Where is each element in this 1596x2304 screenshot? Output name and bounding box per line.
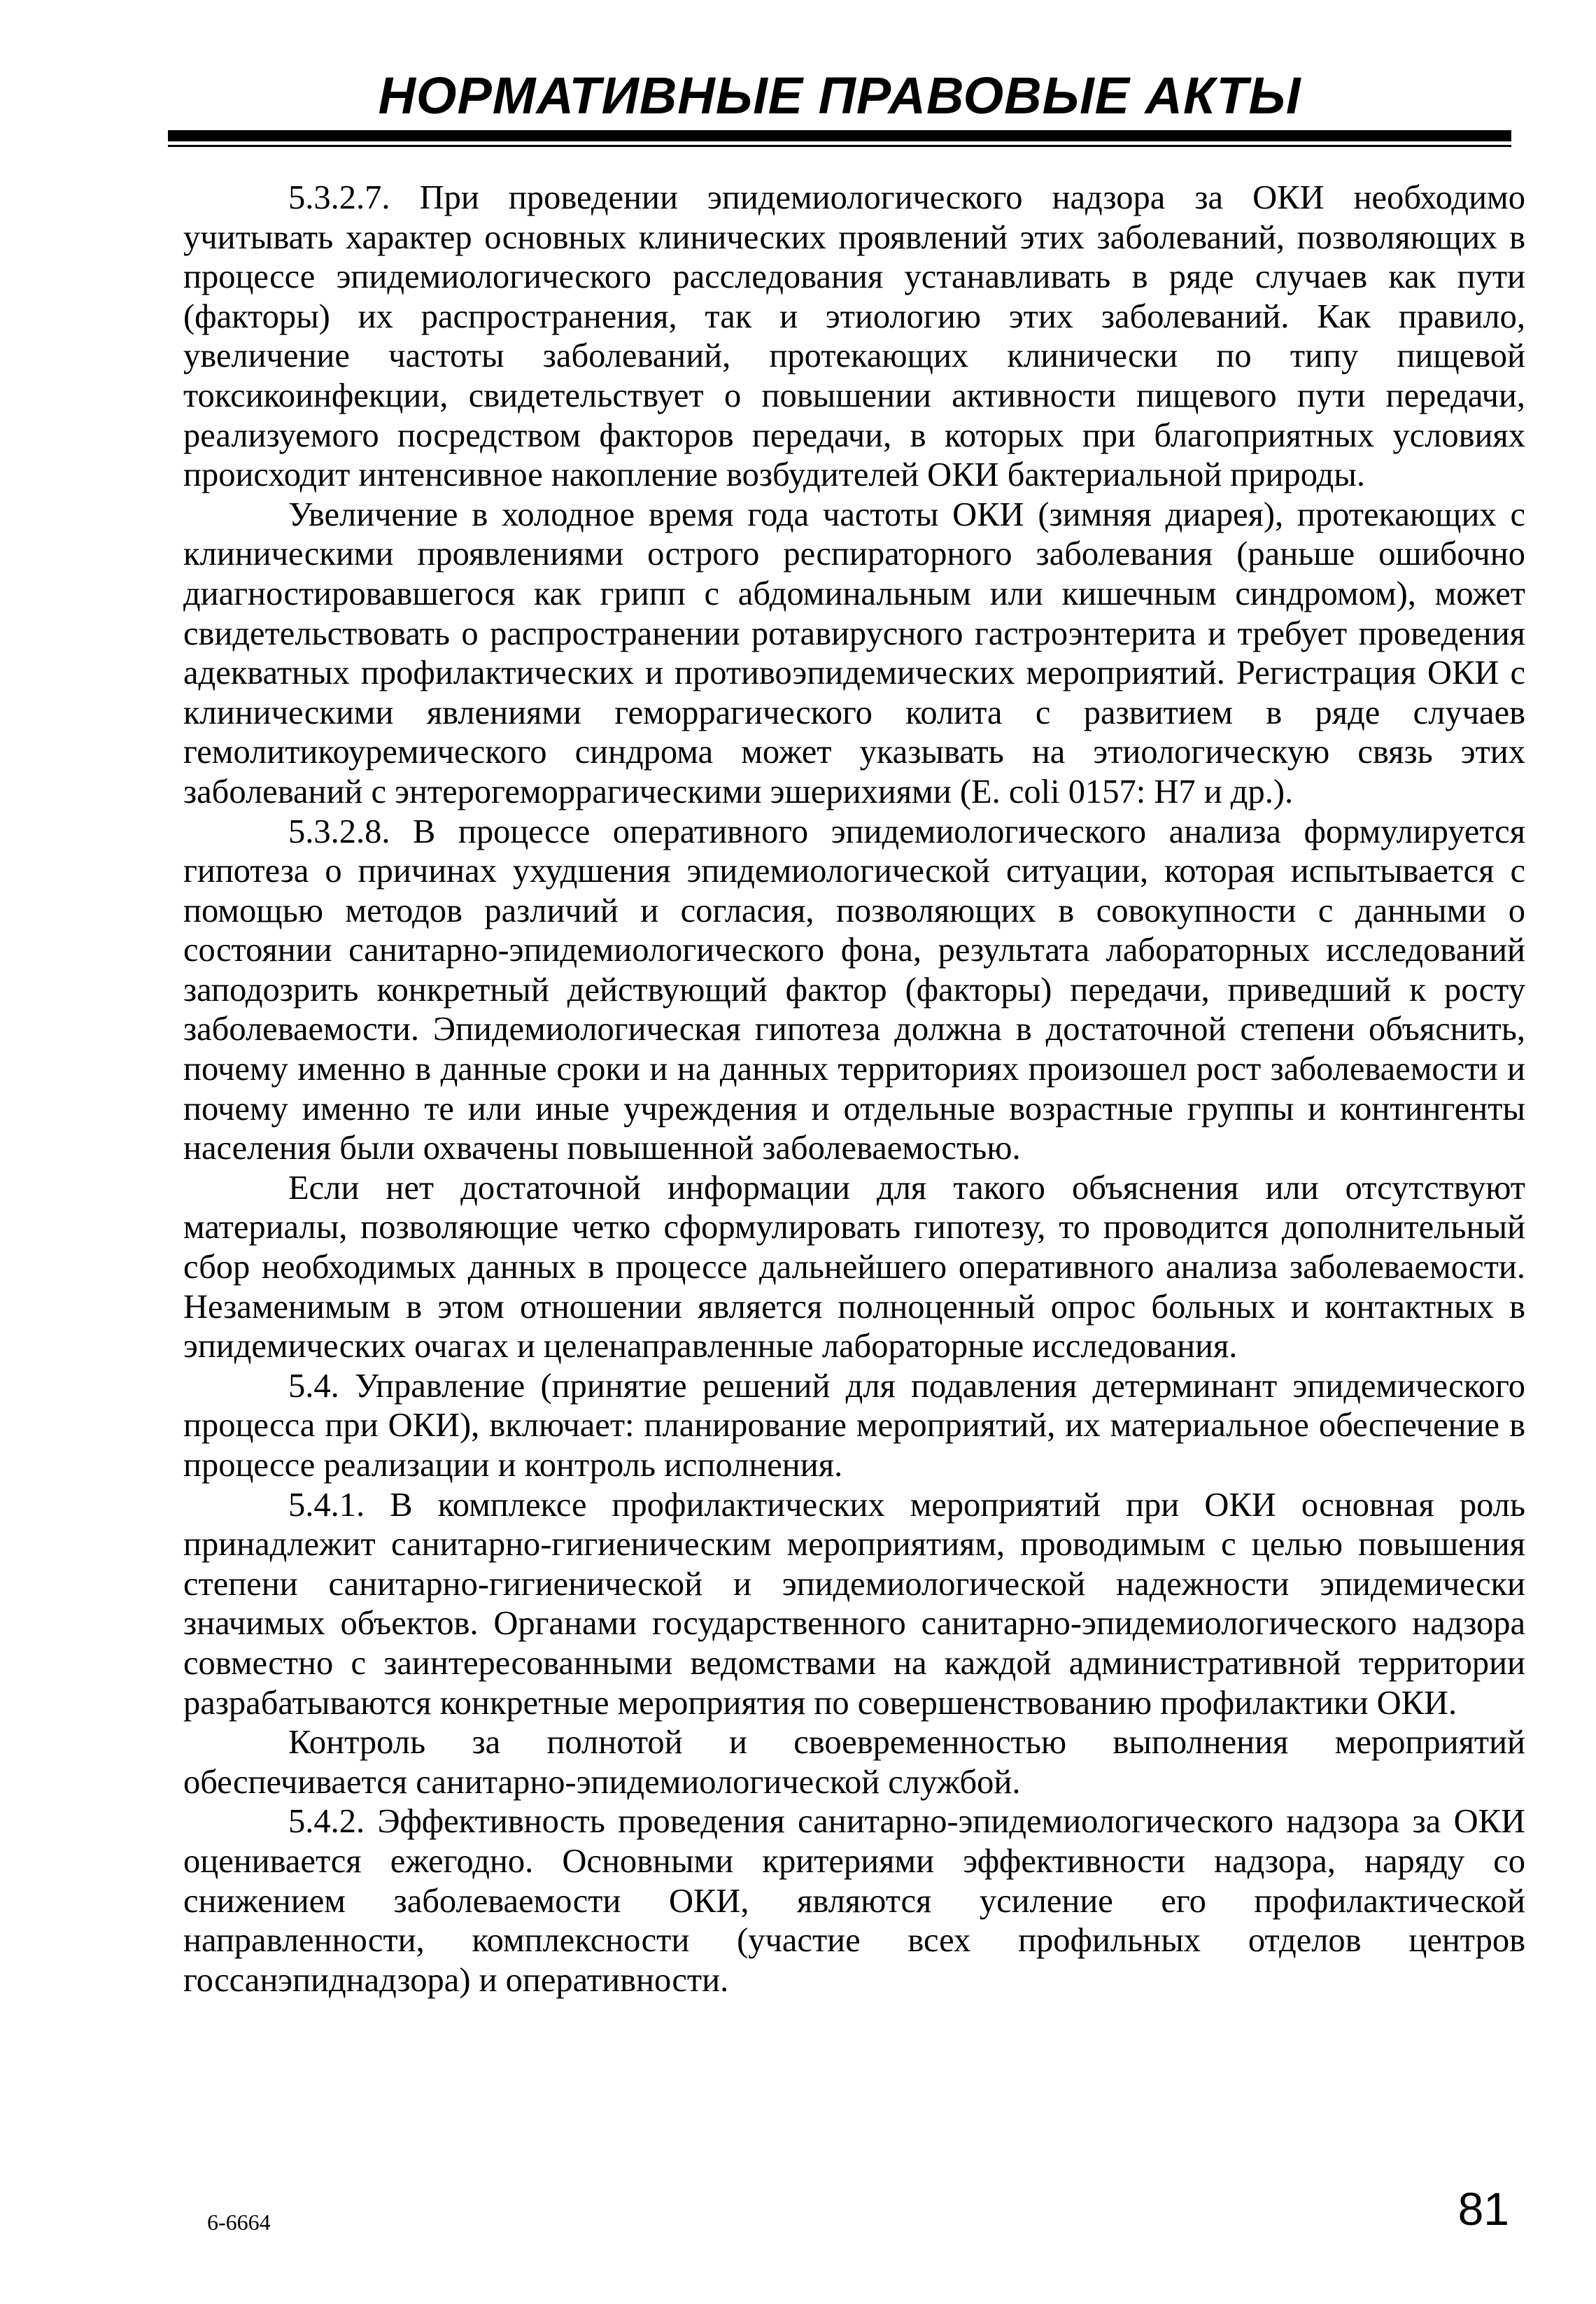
paragraph-5-4: 5.4. Управление (принятие решений для подавления детерминант эпидемического процесса при ОКИ), включает: планирование мероприятий, их материальное обеспечение в процессе реализации и контроль исполнения. — [183, 1367, 1525, 1484]
paragraph-5-3-2-7: 5.3.2.7. При проведении эпидемиологического надзора за ОКИ необходимо учитывать характер основных клинических проявлений этих заболеваний, позволяющих в процессе эпидемиологического расследования устанавливать в ряде случаев как пути (факторы) их распространения, так и этиологию этих заболеваний. Как правило, увеличение частоты заболеваний, протекающих клинически по типу пищевой токсикоинфекции, свидетельствует о повышении активности пищевого пути передачи, реализуемого посредством факторов передачи, в которых при благоприятных условиях происходит интенсивное накопление возбудителей ОКИ бактериальной природы. — [183, 179, 1525, 494]
footer-print-code: 6-6664 — [207, 2210, 271, 2235]
paragraph-control: Контроль за полнотой и своевременностью выполнения мероприятий обеспечивается санитарно-эпидемиологической службой. — [183, 1724, 1525, 1801]
paragraph-5-4-1: 5.4.1. В комплексе профилактических мероприятий при ОКИ основная роль принадлежит санитарно-гигиеническим мероприятиям, проводимым с целью повышения степени санитарно-гигиенической и эпидемиологической надежности эпидемически значимых объектов. Органами государственного санитарно-эпидемиологического надзора совместно с заинтересованными ведомствами на каждой административной территории разрабатываются конкретные мероприятия по совершенствованию профилактики ОКИ. — [183, 1486, 1525, 1722]
page-number: 81 — [1457, 2183, 1509, 2235]
paragraph-5-4-2: 5.4.2. Эффективность проведения санитарно-эпидемиологического надзора за ОКИ оценивается ежегодно. Основными критериями эффективности надзора, наряду со снижением заболеваемости ОКИ, являются усиление его профилактической направленности, комплексности (участие всех профильных отделов центров госсанэпиднадзора) и оперативности. — [183, 1803, 1525, 1999]
paragraph-winter-diarrhea: Увеличение в холодное время года частоты ОКИ (зимняя диарея), протекающих с клиническими проявлениями острого респираторного заболевания (раньше ошибочно диагностировавшегося как грипп с абдоминальным или кишечным синдромом), может свидетельствовать о распространении ротавирусного гастроэнтерита и требует проведения адекватных профилактических и противоэпидемических мероприятий. Регистрация ОКИ с клиническими явлениями геморрагического колита с развитием в ряде случаев гемолитикоуремического синдрома может указывать на этиологическую связь этих заболеваний с энтерогеморрагическими эшерихиями (E. coli 0157: H7 и др.). — [183, 496, 1525, 810]
paragraph-5-3-2-8: 5.3.2.8. В процессе оперативного эпидемиологического анализа формулируется гипотеза о причинах ухудшения эпидемиологической ситуации, которая испытывается с помощью методов различий и согласия, позволяющих в совокупности с данными о состоянии санитарно-эпидемиологического фона, результата лабораторных исследований заподозрить конкретный действующий фактор (факторы) передачи, приведший к росту заболеваемости. Эпидемиологическая гипотеза должна в достаточной степени объяснить, почему именно в данные сроки и на данных территориях произошел рост заболеваемости и почему именно те или иные учреждения и отдельные возрастные группы и контингенты населения были охвачены повышенной заболеваемостью. — [183, 813, 1525, 1167]
body-text — [183, 178, 1525, 2000]
header-rule-thick — [168, 130, 1511, 141]
section-header-title: НОРМАТИВНЫЕ ПРАВОВЫЕ АКТЫ — [378, 66, 1301, 125]
paragraph-additional-data: Если нет достаточной информации для такого объяснения или отсутствуют материалы, позволяющие четко сформулировать гипотезу, то проводится дополнительный сбор необходимых данных в процессе дальнейшего оперативного анализа заболеваемости. Незаменимым в этом отношении является полноценный опрос больных и контактных в эпидемических очагах и целенаправленные лабораторные исследования. — [183, 1169, 1525, 1365]
header-rule-thin — [168, 145, 1511, 147]
